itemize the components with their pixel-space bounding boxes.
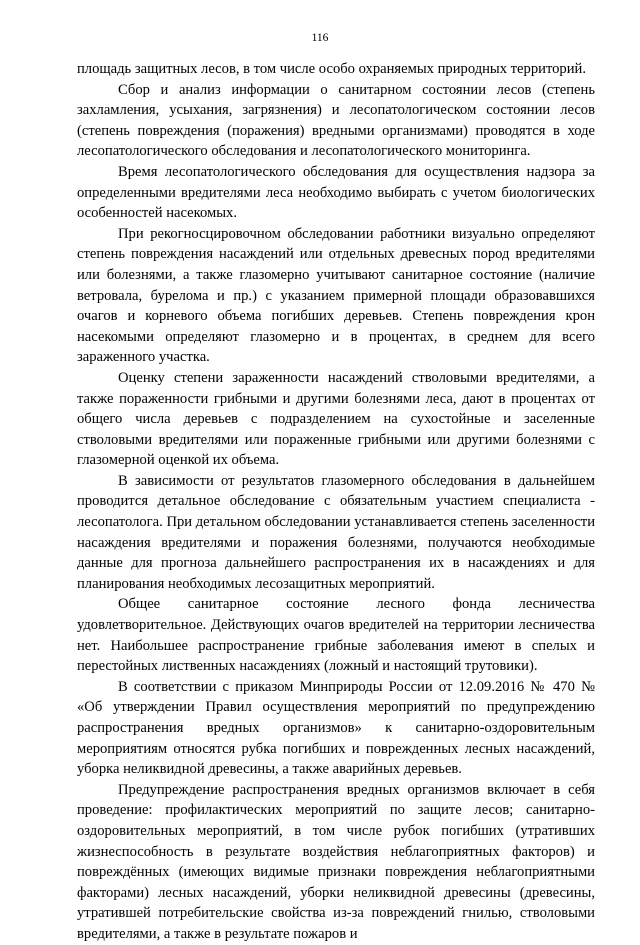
- page-number: 116: [311, 32, 329, 44]
- paragraph: При рекогносцировочном обследовании работники визуально определяют степень повреждения насаждений или отдельных древесных пород вредителями или болезнями, а также глазомерно учитывают санитарное состояние (наличие ветровала, бурелома и пр.) с указанием примерной площади образовавшихся очагов и корневого объема погибших деревьев. Степень повреждения крон насекомыми определяют глазомерно и в процентах, в среднем для всего зараженного участка.: [77, 225, 595, 366]
- paragraph: Сбор и анализ информации о санитарном состоянии лесов (степень захламления, усыхания, загрязнения) и лесопатологическом состоянии лесов (степень повреждения (поражения) вредными организмами) проводятся в ходе лесопатологического обследования и лесопатологического мониторинга.: [77, 81, 595, 160]
- paragraph: Оценку степени зараженности насаждений стволовыми вредителями, а также пораженности грибными и другими болезнями леса, дают в процентах от общего числа деревьев с подразделением на сухостойные и заселенные стволовыми вредителями или пораженные грибными или другими болезнями с глазомерной оценкой их объема.: [77, 369, 595, 469]
- paragraph: В соответствии с приказом Минприроды России от 12.09.2016 № 470 № «Об утверждении Правил осуществления мероприятий по предупреждению распространения вредных организмов» к санитарно-оздоровительным мероприятиям относятся рубка погибших и поврежденных лесных насаждений, уборка неликвидной древесины, а также аварийных деревьев.: [77, 678, 595, 778]
- paragraph: Общее санитарное состояние лесного фонда лесничества удовлетворительное. Действующих очагов вредителей на территории лесничества нет. Наибольшее распространение грибные заболевания имеют в спелых и перестойных лиственных насаждениях (ложный и настоящий трутовики).: [77, 596, 595, 675]
- paragraph-continues: Предупреждение распространения вредных организмов включает в себя проведение: профилактических мероприятий по защите лесов; санитарно-оздоровительных мероприятий, в том числе рубок погибших (утративших жизнеспособность в результате воздействия неблагоприятных факторов) и повреждённых (имеющих видимые признаки повреждения неблагоприятными факторами) лесных насаждений, уборки неликвидной древесины (древесины, утратившей потребительские свойства из-за повреждений гнилью, стволовыми вредителями, а также в результате пожаров и: [77, 781, 595, 942]
- document-body: [77, 59, 595, 945]
- paragraph: Время лесопатологического обследования для осуществления надзора за определенными вредителями леса необходимо выбирать с учетом биологических особенностей насекомых.: [77, 163, 595, 222]
- paragraph-continuation: площадь защитных лесов, в том числе особо охраняемых природных территорий.: [77, 61, 586, 77]
- paragraph: В зависимости от результатов глазомерного обследования в дальнейшем проводится детальное обследование с обязательным участием специалиста - лесопатолога. При детальном обследовании устанавливается степень заселенности насаждения вредителями и поражения болезнями, получаются необходимые данные для прогноза дальнейшего распространения их в насаждениях и для планирования необходимых лесозащитных мероприятий.: [77, 472, 595, 592]
